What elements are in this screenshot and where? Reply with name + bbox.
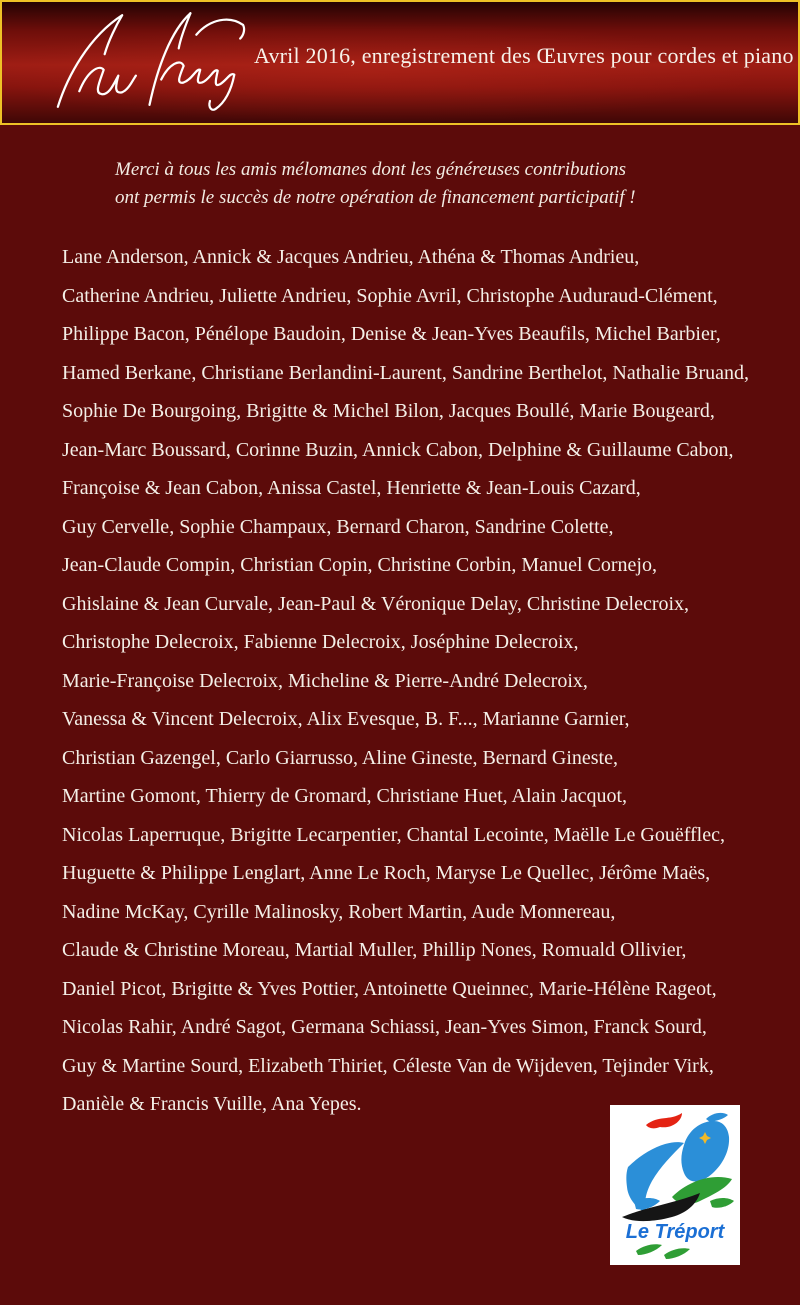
contributor-line: Christophe Delecroix, Fabienne Delecroix, Joséphine Delecroix, xyxy=(62,631,579,653)
contributor-line: Guy Cervelle, Sophie Champaux, Bernard Charon, Sandrine Colette, xyxy=(62,515,614,538)
thanks-message xyxy=(115,156,636,212)
contributor-line: Nicolas Rahir, André Sagot, Germana Schiassi, Jean-Yves Simon, Franck Sourd, xyxy=(62,1016,707,1038)
contributor-line: Danièle & Francis Vuille, Ana Yepes. xyxy=(62,1093,362,1115)
contributor-line: Lane Anderson, Annick & Jacques Andrieu, Athéna & Thomas Andrieu, xyxy=(62,246,640,268)
contributor-line: Nicolas Laperruque, Brigitte Lecarpentier, Chantal Lecointe, Maëlle Le Gouëfflec, xyxy=(62,823,725,846)
contributor-line: Jean-Claude Compin, Christian Copin, Christine Corbin, Manuel Cornejo, xyxy=(62,554,657,576)
contributor-line: Sophie De Bourgoing, Brigitte & Michel Bilon, Jacques Boullé, Marie Bougeard, xyxy=(62,400,715,422)
contributor-line: Marie-Françoise Delecroix, Micheline & Pierre-André Delecroix, xyxy=(62,669,588,692)
logo-text: Le Tréport xyxy=(625,1221,725,1243)
contributor-line: Guy & Martine Sourd, Elizabeth Thiriet, Céleste Van de Wijdeven, Tejinder Virk, xyxy=(62,1054,714,1077)
contributors-list xyxy=(62,238,749,1124)
contributor-line: Huguette & Philippe Lenglart, Anne Le Roch, Maryse Le Quellec, Jérôme Maës, xyxy=(62,862,711,884)
thanks-message-line-1: Merci à tous les amis mélomanes dont les généreuses contributions xyxy=(115,159,626,180)
contributor-line: Claude & Christine Moreau, Martial Muller, Phillip Nones, Romuald Ollivier, xyxy=(62,939,687,961)
header-banner xyxy=(0,0,800,125)
le-treport-logo-graphic xyxy=(610,1105,740,1265)
header-title: Avril 2016, enregistrement des Œuvres pour cordes et piano xyxy=(254,43,794,68)
contributor-line: Ghislaine & Jean Curvale, Jean-Paul & Véronique Delay, Christine Delecroix, xyxy=(62,592,690,615)
contributor-line: Hamed Berkane, Christiane Berlandini-Laurent, Sandrine Berthelot, Nathalie Bruand, xyxy=(62,361,750,384)
contributor-line: Nadine McKay, Cyrille Malinosky, Robert Martin, Aude Monnereau, xyxy=(62,900,616,923)
contributor-line: Catherine Andrieu, Juliette Andrieu, Sophie Avril, Christophe Auduraud-Clément, xyxy=(62,284,718,307)
contributor-line: Philippe Bacon, Pénélope Baudoin, Denise & Jean-Yves Beaufils, Michel Barbier, xyxy=(62,323,721,345)
signature-icon xyxy=(52,6,247,118)
le-treport-logo xyxy=(610,1105,740,1265)
contributor-line: Françoise & Jean Cabon, Anissa Castel, Henriette & Jean-Louis Cazard, xyxy=(62,477,641,499)
contributor-line: Daniel Picot, Brigitte & Yves Pottier, Antoinette Queinnec, Marie-Hélène Rageot, xyxy=(62,977,717,1000)
contributor-line: Jean-Marc Boussard, Corinne Buzin, Annick Cabon, Delphine & Guillaume Cabon, xyxy=(62,438,734,461)
contributor-line: Vanessa & Vincent Delecroix, Alix Evesque, B. F..., Marianne Garnier, xyxy=(62,708,630,730)
contributor-line: Christian Gazengel, Carlo Giarrusso, Aline Gineste, Bernard Gineste, xyxy=(62,746,618,769)
contributor-line: Martine Gomont, Thierry de Gromard, Christiane Huet, Alain Jacquot, xyxy=(62,785,628,807)
thanks-message-line-2: ont permis le succès de notre opération de financement participatif ! xyxy=(115,187,636,208)
